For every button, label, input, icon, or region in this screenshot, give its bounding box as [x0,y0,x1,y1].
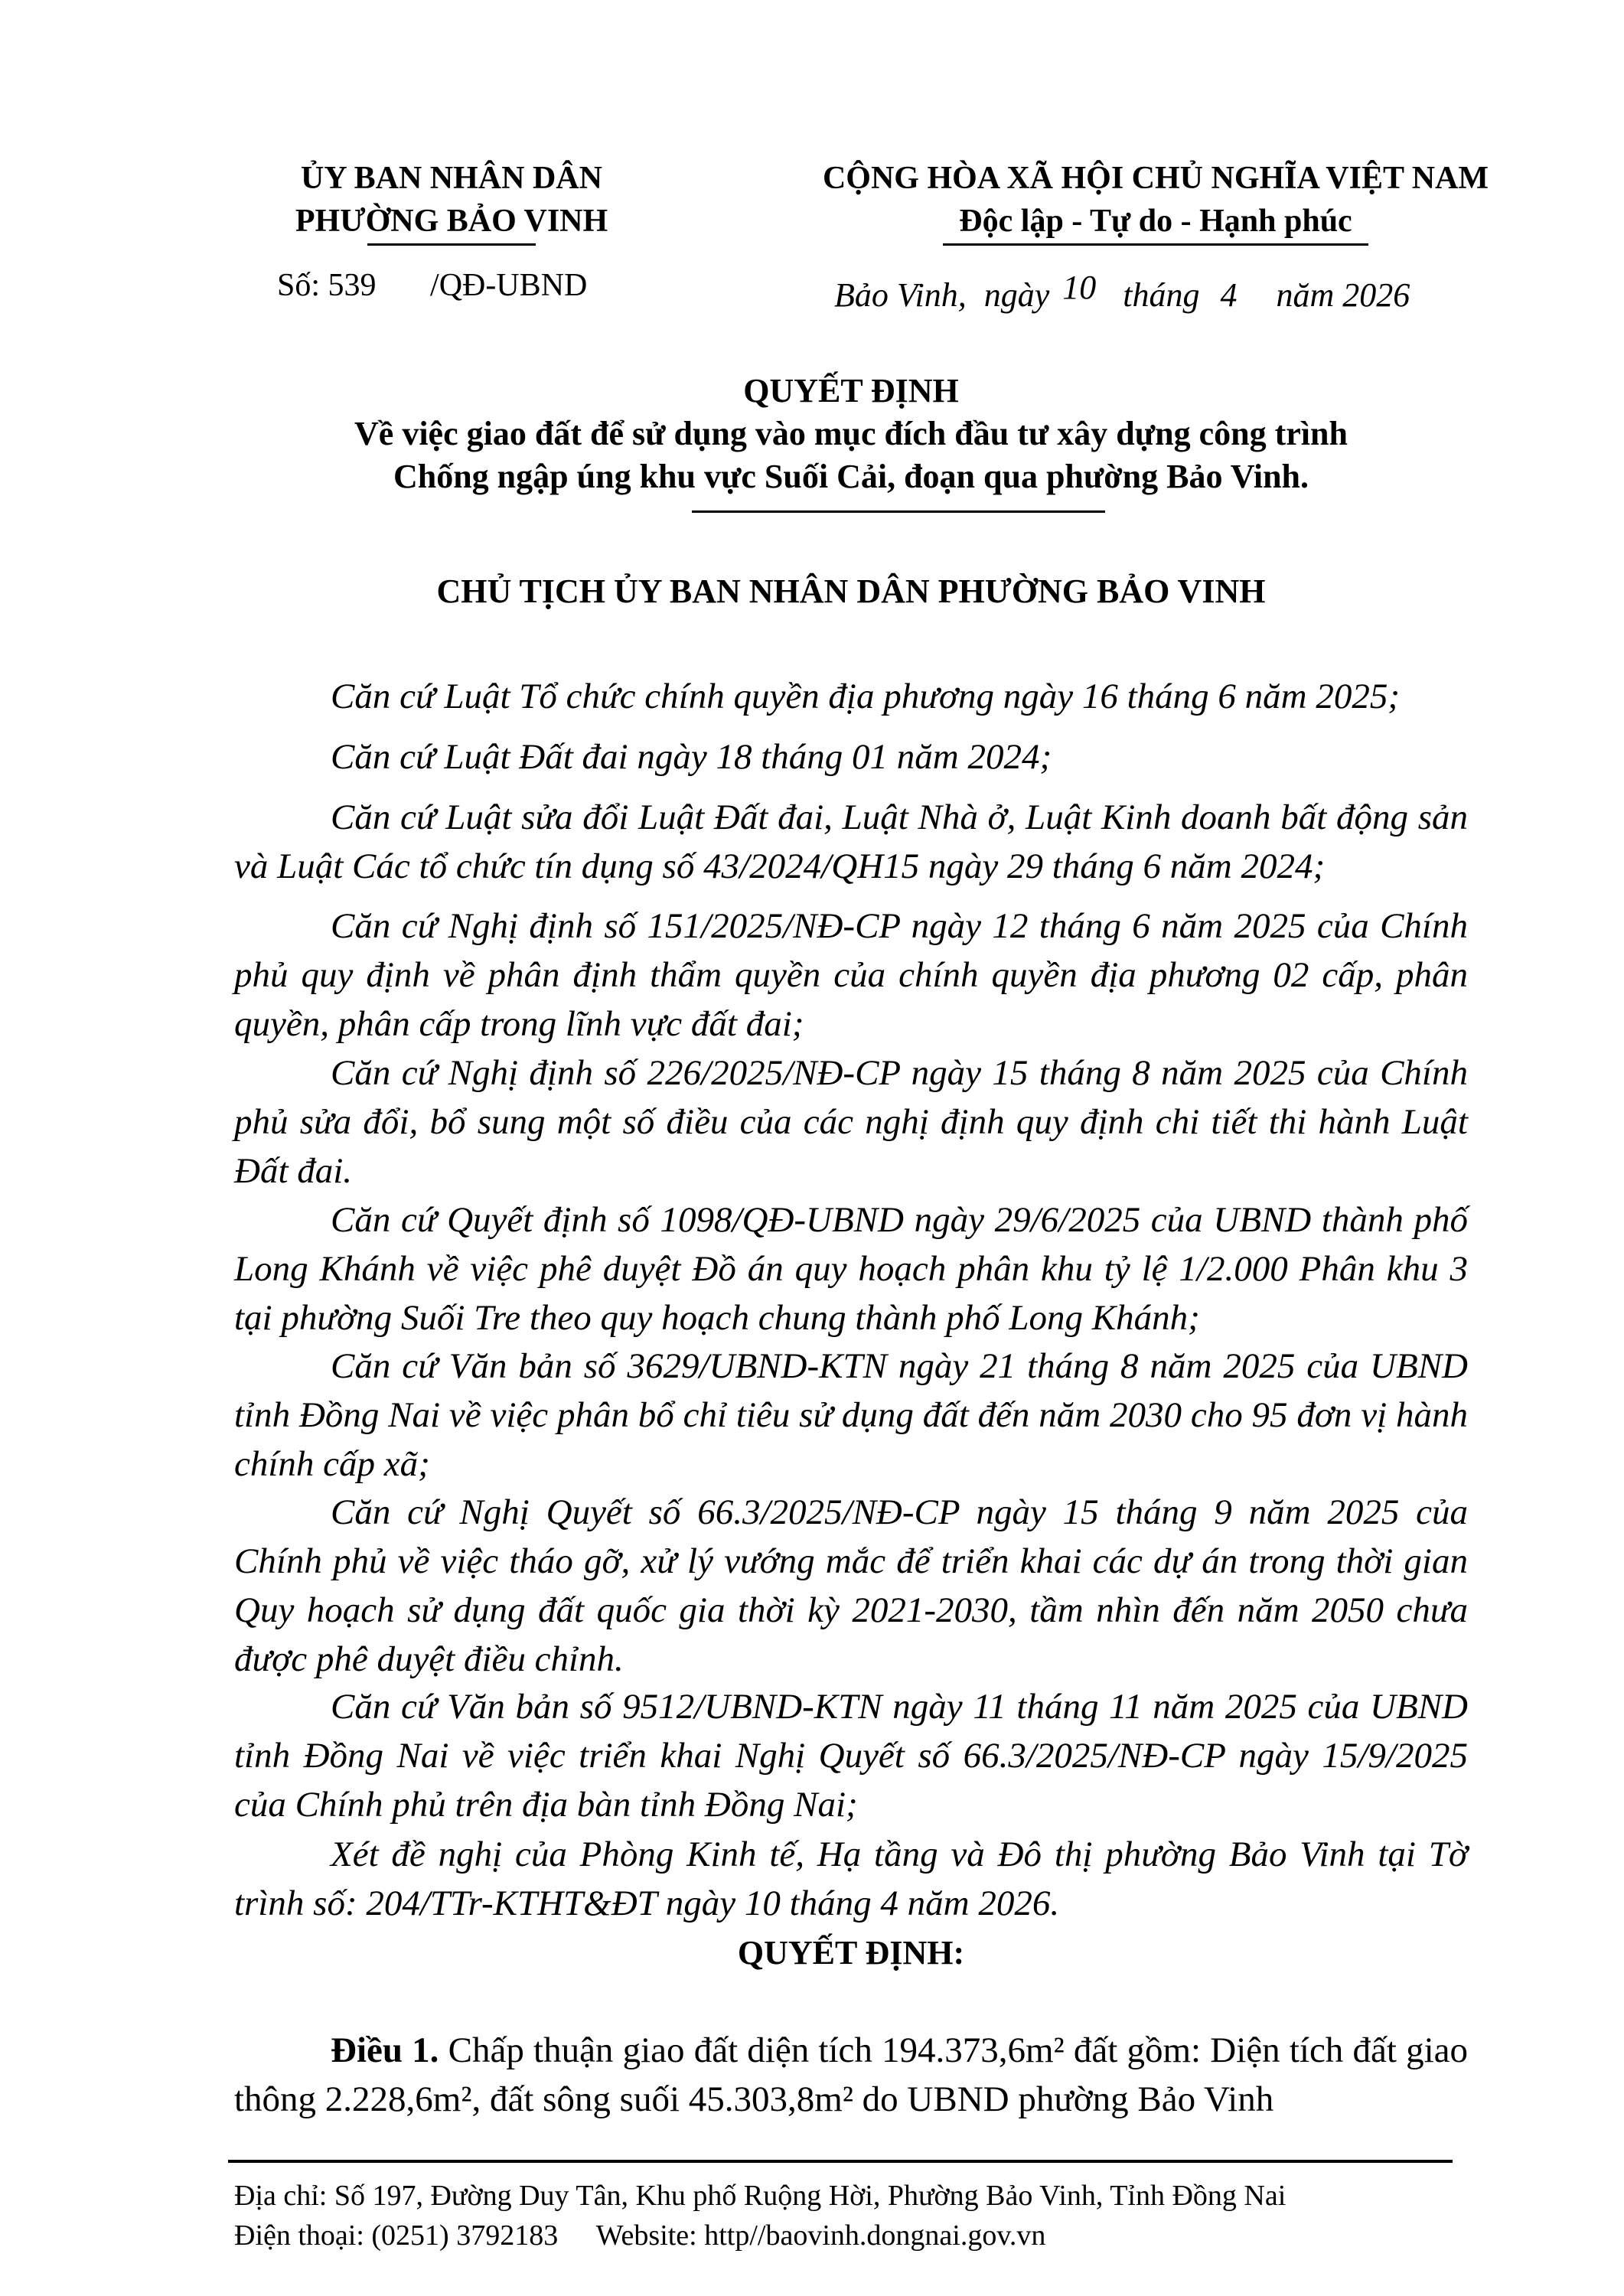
year-value: 2026 [1342,276,1410,314]
article-1-label: Điều 1. [331,2030,439,2070]
footer-phone-web [234,2216,1497,2255]
legal-basis-2: Căn cứ Luật Đất đai ngày 18 tháng 01 năm 2024; [331,737,1052,777]
day-label: ngày [983,276,1050,314]
legal-basis-7: Căn cứ Văn bản số 3629/UBND-KTN ngày 21 tháng 8 năm 2025 của UBND tỉnh Đồng Nai về việc phân bổ chỉ tiêu sử dụng đất đến năm 2030 cho 95 đơn vị hành chính cấp xã; [234,1346,1468,1484]
footer-contact [234,2176,1497,2255]
title-heading: QUYẾT ĐỊNH [743,372,959,409]
nation-name: CỘNG HÒA XÃ HỘI CHỦ NGHĨA VIỆT NAM [822,161,1489,196]
legal-basis-4: Căn cứ Nghị định số 151/2025/NĐ-CP ngày 12 tháng 6 năm 2025 của Chính phủ quy định về phân định thẩm quyền của chính quyền địa phương 02 cấp, phân quyền, phân cấp trong lĩnh vực đất đai; [234,906,1468,1044]
legal-basis-1: Căn cứ Luật Tổ chức chính quyền địa phương ngày 16 tháng 6 năm 2025; [331,677,1400,716]
issuing-organization [253,157,651,243]
title-underline [692,510,1105,513]
document-number [277,264,644,307]
org-name-line1: ỦY BAN NHÂN DÂN [301,161,602,196]
issuing-authority: CHỦ TỊCH ỦY BAN NHÂN DÂN PHƯỜNG BẢO VINH [436,572,1266,610]
legal-basis-10: Xét đề nghị của Phòng Kinh tế, Hạ tầng và Đô thị phường Bảo Vinh tại Tờ trình số: 204/TTr-KTHT&ĐT ngày 10 tháng 4 năm 2026. [234,1835,1468,1923]
motto: Độc lập - Tự do - Hạnh phúc [959,204,1352,239]
place: Bảo Vinh, [834,276,967,314]
subject-line2: Chống ngập úng khu vực Suối Cải, đoạn qua phường Bảo Vinh. [393,458,1309,495]
article-1 [234,2026,1468,2124]
place-date [834,269,1523,317]
legal-basis-6: Căn cứ Quyết định số 1098/QĐ-UBND ngày 29/6/2025 của UBND thành phố Long Khánh về việc phê duyệt Đồ án quy hoạch phân khu tỷ lệ 1/2.000 Phân khu 3 tại phường Suối Tre theo quy hoạch chung thành phố Long Khánh; [234,1200,1468,1338]
month-label: tháng [1123,276,1200,314]
motto-underline [943,243,1368,246]
legal-basis-3: Căn cứ Luật sửa đổi Luật Đất đai, Luật Nhà ở, Luật Kinh doanh bất động sản và Luật Các tổ chức tín dụng số 43/2024/QH15 ngày 29 tháng 6 năm 2024; [234,797,1468,886]
legal-basis-5: Căn cứ Nghị định số 226/2025/NĐ-CP ngày 15 tháng 8 năm 2025 của Chính phủ sửa đổi, bổ sung một số điều của các nghị định quy định chi tiết thi hành Luật Đất đai. [234,1053,1468,1191]
org-underline [367,243,536,246]
footer-phone: Điện thoại: (0251) 3792183 [234,2219,559,2252]
legal-basis-9: Căn cứ Văn bản số 9512/UBND-KTN ngày 11 tháng 11 năm 2025 của UBND tỉnh Đồng Nai về việc triển khai Nghị Quyết số 66.3/2025/NĐ-CP ngày 15/9/2025 của Chính phủ trên địa bàn tỉnh Đồng Nai; [234,1687,1468,1825]
footer-website: Website: http//baovinh.dongnai.gov.vn [595,2219,1046,2252]
month-value: 4 [1220,276,1238,314]
year-label: năm [1276,276,1335,314]
article-1-text: Chấp thuận giao đất diện tích 194.373,6m² đất gồm: Diện tích đất giao thông 2.228,6m², đất sông suối 45.303,8m² do UBND phường Bảo Vinh [234,2030,1468,2119]
subject-line1: Về việc giao đất để sử dụng vào mục đích đầu tư xây dựng công trình [354,415,1348,452]
footer-address: Địa chỉ: Số 197, Đường Duy Tân, Khu phố Ruộng Hời, Phường Bảo Vinh, Tỉnh Đồng Nai [234,2180,1286,2212]
national-motto [796,157,1515,243]
document-title [234,370,1468,498]
legal-basis-8: Căn cứ Nghị Quyết số 66.3/2025/NĐ-CP ngày 15 tháng 9 năm 2025 của Chính phủ về việc tháo gỡ, xử lý vướng mắc để triển khai các dự án trong thời gian Quy hoạch sử dụng đất quốc gia thời kỳ 2021-2030, tầm nhìn đến năm 2050 chưa được phê duyệt điều chỉnh. [234,1492,1468,1679]
org-name-line2: PHƯỜNG BẢO VINH [295,204,608,239]
day-value: 10 [1062,269,1097,306]
doc-number-label: Số: 539 [277,268,377,303]
footer-divider [228,2160,1453,2163]
doc-number-suffix: /QĐ-UBND [430,268,588,303]
decision-heading: QUYẾT ĐỊNH: [737,1934,965,1971]
